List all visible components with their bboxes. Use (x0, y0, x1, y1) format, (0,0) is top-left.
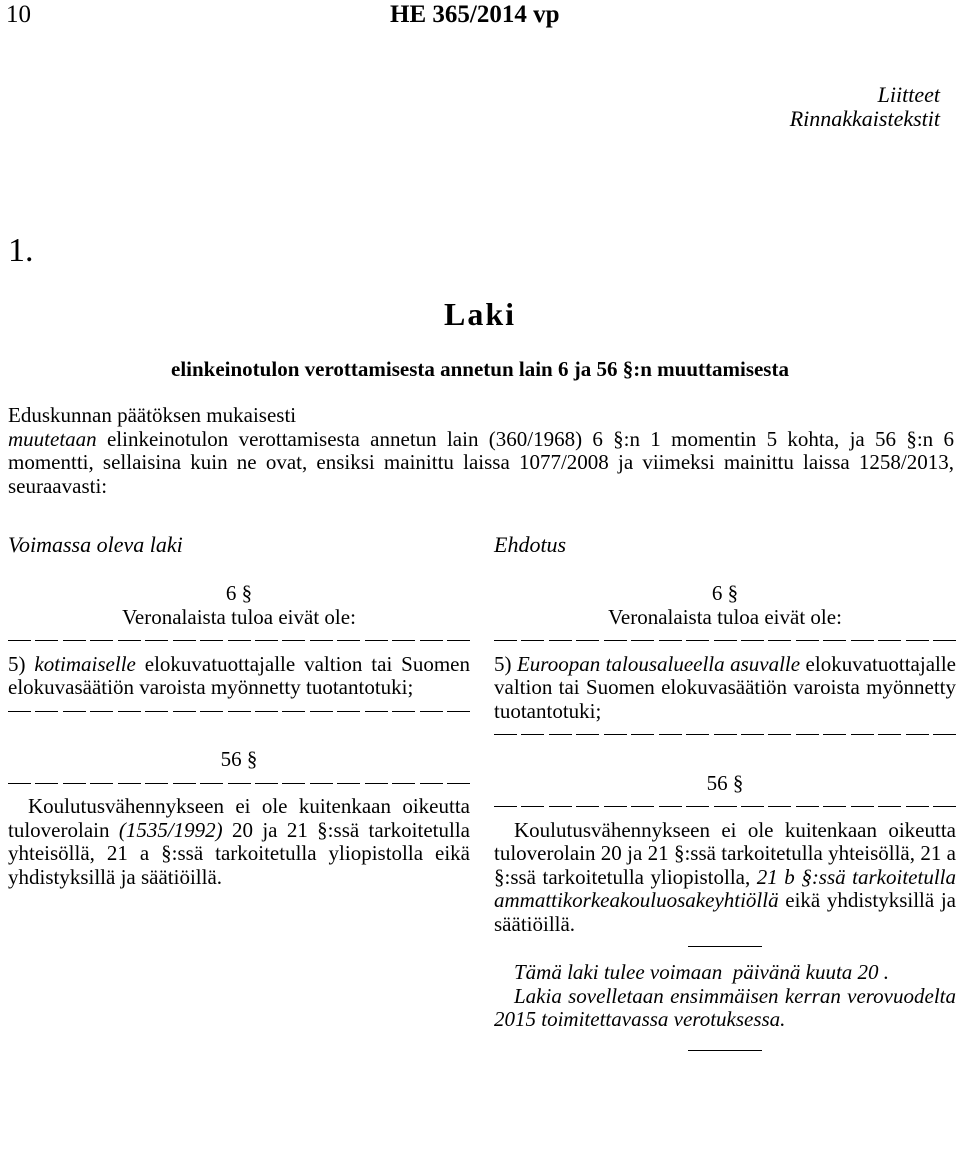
omission-dashes (494, 629, 956, 653)
amendment-text (8, 428, 954, 499)
attachments-label: Liitteet (877, 82, 940, 107)
separator-rule (688, 1050, 762, 1051)
section-56-title: 56 § (220, 747, 258, 771)
section-56-text: Koulutusvähennykseen ei ole kuitenkaan oikeutta tuloverolain 20 ja 21 §:ssä tarkoitetulla yhteisöllä, 21 a §:ssä tarkoitetulla yliopistolla, 21 b §:ssä tarkoitetulla ammattikorkeakouluosakeyhtiöllä eikä yhdistyksillä ja säätiöillä. (494, 817, 956, 936)
separator-rule (688, 946, 762, 947)
amendment-body: elinkeinotulon verottamisesta annetun lain (360/1968) 6 §:n 1 momentin 5 kohta, ja 56 §:n 6 momentti, sellaisina kuin ne ovat, ensiksi mainittu laissa 1077/2008 ja viimeksi mainittu laissa 1258/2013, seuraavasti: (8, 426, 954, 498)
law-heading: Laki (443, 296, 517, 332)
current-law-column (8, 533, 470, 889)
proposal-column (494, 533, 956, 1051)
amendment-verb: muutetaan (8, 426, 97, 451)
current-law-heading: Voimassa oleva laki (8, 532, 183, 557)
section-6-title: 6 § (225, 581, 253, 605)
omission-dashes (8, 629, 470, 653)
entry-into-force: Tämä laki tulee voimaan päivänä kuuta 20 . (514, 960, 890, 984)
enactment-line: Eduskunnan päätöksen mukaisesti (8, 403, 297, 427)
application-clause: Lakia sovelletaan ensimmäisen kerran verovuodelta 2015 toimitettavassa verotuksessa. (494, 983, 956, 1031)
section-56-title: 56 § (706, 770, 744, 795)
proposal-heading: Ehdotus (494, 532, 567, 557)
section-6-lead: Veronalaista tuloa eivät ole: (122, 604, 356, 629)
omission-dashes (8, 772, 470, 796)
omission-dashes (8, 700, 470, 724)
parallel-texts-label: Rinnakkaistekstit (789, 106, 940, 131)
document-id: HE 365/2014 vp (390, 1, 560, 28)
enactment-clause (8, 404, 954, 498)
omission-dashes (494, 795, 956, 819)
item-5-text: 5) Euroopan talousalueella asuvalle elokuvatuottajalle valtion tai Suomen elokuvasäätiön varoista myönnetty tuotantotuki; (494, 651, 956, 723)
section-number: 1. (8, 232, 34, 269)
section-6-lead: Veronalaista tuloa eivät ole: (608, 604, 842, 629)
omission-dashes (494, 723, 956, 747)
section-6-title: 6 § (711, 581, 739, 605)
law-title: elinkeinotulon verottamisesta annetun lain 6 ja 56 §:n muuttamisesta (171, 357, 789, 381)
page-number: 10 (6, 1, 31, 28)
section-56-text: Koulutusvähennykseen ei ole kuitenkaan oikeutta tuloverolain (1535/1992) 20 ja 21 §:ssä tarkoitetulla yhteisöllä, 21 a §:ssä tarkoitetulla yliopistolla eikä yhdistyksillä ja säätiöillä. (8, 794, 470, 889)
item-5-text: 5) kotimaiselle elokuvatuottajalle valtion tai Suomen elokuvasäätiön varoista myönnetty tuotantotuki; (8, 651, 471, 699)
